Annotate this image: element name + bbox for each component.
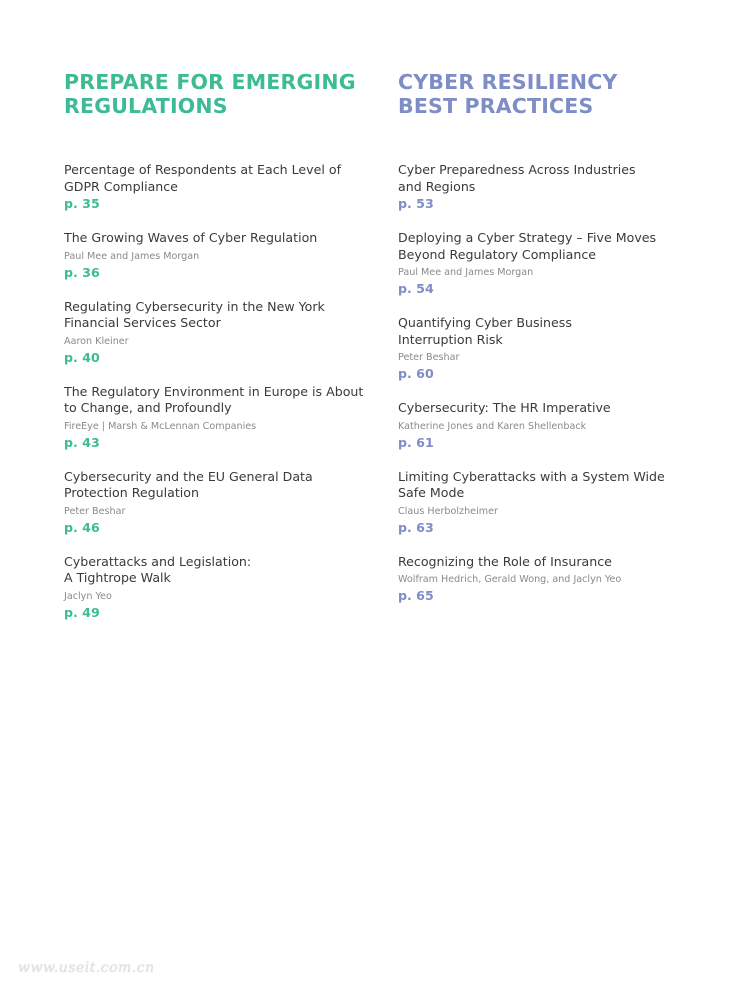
entry-page-number: p. 54 [398, 281, 434, 296]
entry-title: Cyberattacks and Legislation: A Tightrope Walk [64, 553, 252, 585]
entry-author: Katherine Jones and Karen Shellenback [398, 420, 587, 432]
toc-entry[interactable] [398, 162, 698, 212]
entry-author: Aaron Kleiner [64, 335, 129, 347]
entry-author: Paul Mee and James Morgan [398, 267, 534, 278]
entry-page-number: p. 35 [64, 196, 100, 211]
entry-author: FireEye | Marsh & McLennan Companies [64, 420, 257, 432]
toc-entry[interactable] [64, 384, 364, 451]
entry-author: Peter Beshar [64, 505, 126, 517]
toc-entry[interactable] [398, 315, 698, 382]
entry-title: Cybersecurity: The HR Imperative [398, 400, 611, 415]
toc-entry[interactable] [64, 230, 364, 281]
entry-title: Deploying a Cyber Strategy – Five Moves Beyond Regulatory Compliance [398, 230, 657, 262]
toc-entry[interactable] [398, 469, 698, 536]
entry-title: The Regulatory Environment in Europe is About to Change, and Profoundly [64, 383, 364, 415]
entry-author: Peter Beshar [398, 352, 460, 363]
entry-page-number: p. 61 [398, 434, 434, 450]
entry-title: Recognizing the Role of Insurance [398, 553, 612, 569]
toc-entry[interactable] [64, 554, 364, 621]
entry-title: Quantifying Cyber Business Interruption Risk [398, 315, 572, 347]
entry-page-number: p. 65 [398, 588, 434, 603]
entry-title: Cyber Preparedness Across Industries and Regions [398, 162, 636, 194]
entry-title: The Growing Waves of Cyber Regulation [64, 230, 318, 245]
entry-author: Claus Herbolzheimer [398, 505, 498, 517]
entry-title: Cybersecurity and the EU General Data Protection Regulation [64, 468, 313, 500]
entry-author: Paul Mee and James Morgan [64, 250, 200, 262]
entry-title: Percentage of Respondents at Each Level of GDPR Compliance [64, 162, 342, 194]
entry-page-number: p. 36 [64, 264, 100, 280]
entry-page-number: p. 49 [64, 604, 100, 620]
entry-page-number: p. 63 [398, 519, 434, 535]
toc-entry[interactable] [398, 554, 698, 605]
entry-page-number: p. 40 [64, 349, 100, 365]
section-title-regulations: PREPARE FOR EMERGING REGULATIONS [64, 70, 356, 118]
right-column [398, 70, 698, 622]
toc-entry[interactable] [398, 230, 698, 297]
entry-author: Jaclyn Yeo [64, 590, 112, 602]
toc-entry[interactable] [64, 469, 364, 536]
section-title-best-practices: CYBER RESILIENCY BEST PRACTICES [398, 70, 618, 118]
entry-author: Wolfram Hedrich, Gerald Wong, and Jaclyn Yeo [398, 574, 622, 585]
entry-page-number: p. 53 [398, 196, 434, 211]
entry-page-number: p. 60 [398, 366, 434, 381]
watermark: www.useit.com.cn [18, 960, 155, 976]
entry-title: Regulating Cybersecurity in the New York Financial Services Sector [64, 298, 325, 330]
entry-page-number: p. 43 [64, 434, 100, 450]
entry-page-number: p. 46 [64, 519, 100, 535]
left-column [64, 70, 364, 639]
entry-title: Limiting Cyberattacks with a System Wide Safe Mode [398, 468, 665, 500]
toc-entry[interactable] [64, 162, 364, 212]
toc-entry[interactable] [398, 400, 698, 451]
toc-entry[interactable] [64, 299, 364, 366]
